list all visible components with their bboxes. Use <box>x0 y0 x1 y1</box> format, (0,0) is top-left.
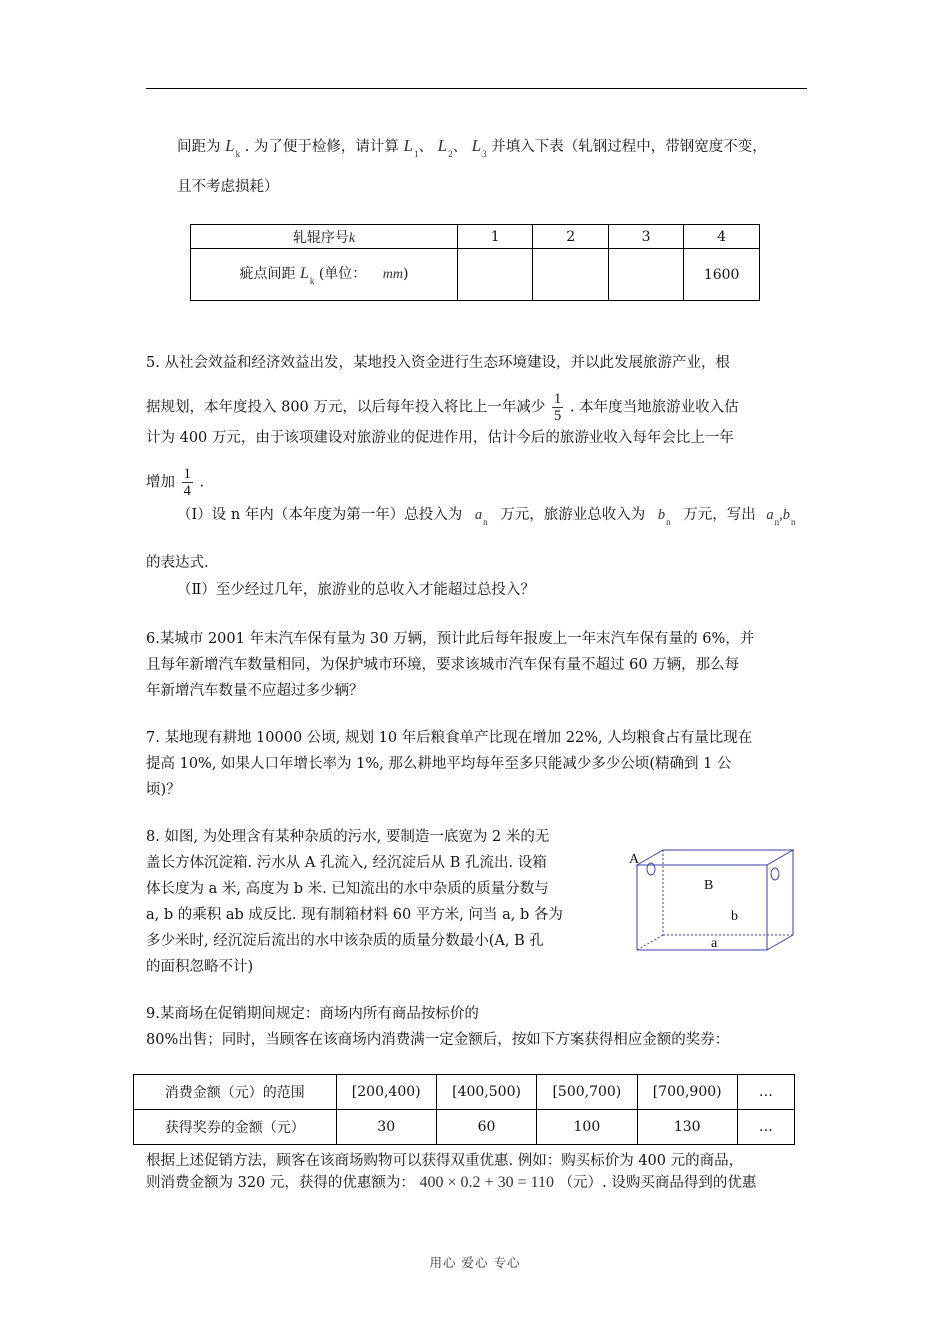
table-cell: … <box>737 1075 794 1110</box>
label-height-b: b <box>731 909 738 924</box>
fraction-one-fifth: $\frac{1}{5}$ <box>554 391 562 424</box>
table1-cell <box>533 249 608 301</box>
q6-line-2: 且每年新增汽车数量相同，为保护城市环境，要求该城市汽车保有量不超过 60 万辆，那么每 <box>146 657 740 673</box>
q9-after-line-2: 则消费金额为 320 元，获得的优惠额为： 400 × 0.2 + 30 = 110 （元）. 设购买商品得到的优惠 <box>146 1174 757 1191</box>
q5-line-4: 增加 $\frac{1}{4}$ . <box>146 466 205 499</box>
intro-line-1: 间距为 $L_k$ . 为了便于检修，请计算 $L_1$、 $L_2$、 $L_3$ 并填入下表（轧钢过程中，带钢宽度不变， <box>177 136 767 159</box>
q5-line-1: 5. 从社会效益和经济效益出发，某地投入资金进行生态环境建设，并以此发展旅游产业，根 <box>146 355 730 371</box>
table1-cell <box>608 249 683 301</box>
table-cell: [700,900) <box>637 1075 737 1110</box>
q8-line-2: 盖长方体沉淀箱. 污水从 A 孔流入, 经沉淀后从 B 孔流出. 设箱 <box>146 855 547 871</box>
box-top-face <box>637 850 793 865</box>
q8-line-5: 多少米时, 经沉淀后流出的水中该杂质的质量分数最小(A, B 孔 <box>146 933 544 949</box>
page-footer: 用心 爱心 专心 <box>429 1255 521 1270</box>
label-b-hole: B <box>704 878 714 893</box>
coupon-table <box>133 1074 795 1145</box>
table-cell: 消费金额（元）的范围 <box>134 1075 337 1110</box>
header-rule <box>146 88 807 89</box>
box-edge <box>767 935 793 950</box>
q6-line-1: 6.某城市 2001 年末汽车保有量为 30 万辆，预计此后每年报废上一年末汽车保有量的 6%，并 <box>146 631 755 647</box>
q7-line-1: 7. 某地现有耕地 10000 公顷, 规划 10 年后粮食单产比现在增加 22%, 人均粮食占有量比现在 <box>146 730 753 746</box>
table-cell: [400,500) <box>436 1075 536 1110</box>
table1-col: 1 <box>458 225 533 249</box>
q9-after-line-1: 根据上述促销方法，顾客在该商场购物可以获得双重优惠. 例如：购买标价为 400 元的商品， <box>146 1153 744 1169</box>
intro-line-2: 且不考虑损耗） <box>177 179 279 195</box>
table-cell: … <box>737 1110 794 1145</box>
roller-table <box>190 224 760 301</box>
table-cell: 130 <box>637 1110 737 1145</box>
table1-cell <box>458 249 533 301</box>
table1-header-label: 轧辊序号k <box>191 225 458 249</box>
hole-b <box>771 868 779 880</box>
table-cell: 获得奖券的金额（元） <box>134 1110 337 1145</box>
table-cell: 100 <box>537 1110 637 1145</box>
table1-row-label: 疵点间距 $L_k$ (单位： mm) <box>191 249 458 301</box>
table-cell: 60 <box>436 1110 536 1145</box>
q5-line-2: 据规划，本年度投入 800 万元，以后每年投入将比上一年减少 $\frac{1}{5}$ . 本年度当地旅游业收入估 <box>146 391 739 424</box>
calc-expression: 400 × 0.2 + 30 = 110 <box>419 1174 554 1191</box>
sedimentation-box-figure <box>625 840 800 960</box>
q8-line-4: a, b 的乘积 ab 成反比. 现有制箱材料 60 平方米, 问当 a, b 各为 <box>146 907 563 923</box>
table-cell: [500,700) <box>537 1075 637 1110</box>
table1-col: 2 <box>533 225 608 249</box>
table1-col: 3 <box>608 225 683 249</box>
q8-line-3: 体长度为 a 米, 高度为 b 米. 已知流出的水中杂质的质量分数与 <box>146 881 549 897</box>
table1-cell: 1600 <box>684 249 760 301</box>
table-cell: [200,400) <box>336 1075 436 1110</box>
q8-line-6: 的面积忽略不计) <box>146 959 254 975</box>
table-cell: 30 <box>336 1110 436 1145</box>
q5-line-3: 计为 400 万元，由于该项建设对旅游业的促进作用，估计今后的旅游业收入每年会比上一年 <box>146 430 734 446</box>
q5-part-1-end: 的表达式. <box>146 555 209 571</box>
fraction-one-quarter: $\frac{1}{4}$ <box>183 466 191 499</box>
hidden-edge <box>637 935 663 950</box>
q7-line-3: 顷)？ <box>146 782 181 798</box>
table-row <box>134 1110 795 1145</box>
q6-line-3: 年新增汽车数量不应超过多少辆？ <box>146 683 364 699</box>
q9-line-2: 80%出售；同时，当顾客在该商场内消费满一定金额后，按如下方案获得相应金额的奖券： <box>146 1032 730 1048</box>
q9-line-1: 9.某商场在促销期间规定：商场内所有商品按标价的 <box>146 1006 479 1022</box>
q5-part-2: （Ⅱ）至少经过几年，旅游业的总收入才能超过总投入？ <box>177 582 535 598</box>
table1-col: 4 <box>684 225 760 249</box>
label-length-a: a <box>711 936 718 951</box>
q7-line-2: 提高 10%, 如果人口年增长率为 1%, 那么耕地平均每年至多只能减少多少公顷(精确到 1 公 <box>146 756 732 772</box>
table-row <box>134 1075 795 1110</box>
q5-part-1: （Ⅰ）设 n 年内（本年度为第一年）总投入为 $a_n$ 万元，旅游业总收入为 $b_n$ 万元，写出 $a_n,b_n$ <box>177 507 796 527</box>
label-a-hole: A <box>629 852 640 867</box>
q8-line-1: 8. 如图, 为处理含有某种杂质的污水, 要制造一底宽为 2 米的无 <box>146 829 550 845</box>
